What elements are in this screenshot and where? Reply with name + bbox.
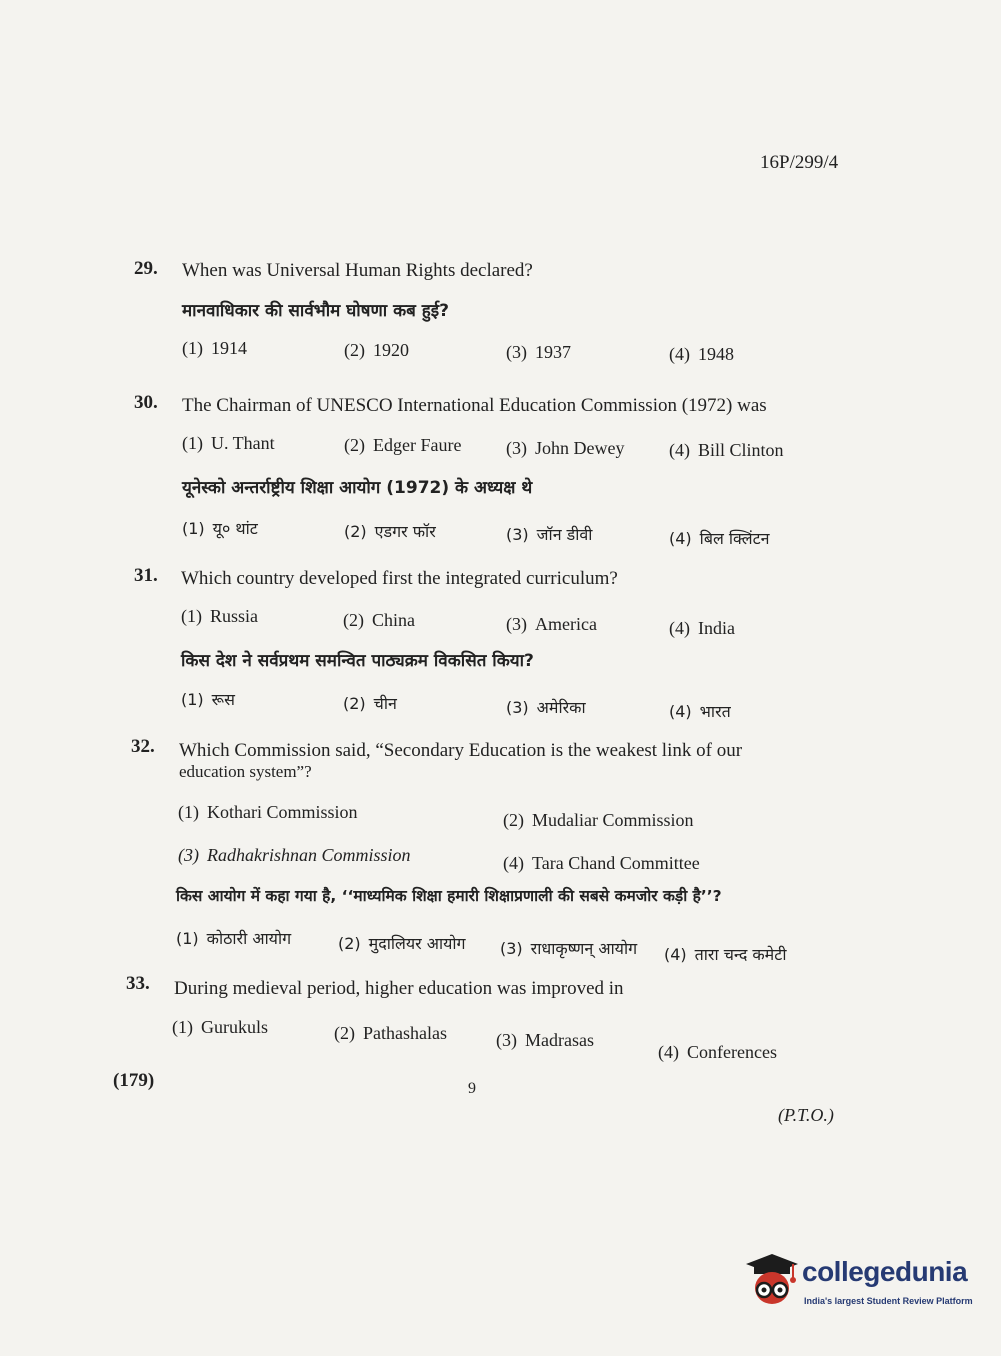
option-2 xyxy=(344,340,409,361)
option-text: Tara Chand Committee xyxy=(532,853,700,873)
question-text-english: The Chairman of UNESCO International Education Commission (1972) was xyxy=(182,395,767,416)
option-4 xyxy=(658,1042,777,1063)
option-number: (4) xyxy=(664,945,687,964)
option-text: America xyxy=(535,614,597,634)
question-text-hindi: किस आयोग में कहा गया है, ‘‘माध्यमिक शिक्षा हमारी शिक्षाप्रणाली की सबसे कमजोर कड़ी है’’? xyxy=(176,887,722,905)
question-text-english-line1: Which Commission said, “Secondary Education is the weakest link of our xyxy=(179,740,743,761)
hindi-option-2 xyxy=(338,932,466,954)
option-3 xyxy=(506,438,624,459)
hindi-option-3 xyxy=(500,937,637,959)
option-text: चीन xyxy=(373,694,397,713)
option-number: (3) xyxy=(506,438,527,458)
hindi-option-1 xyxy=(176,927,291,949)
option-1 xyxy=(172,1017,268,1038)
option-number: (2) xyxy=(503,810,524,830)
mascot-graduate-icon xyxy=(742,1250,800,1310)
page-number: 9 xyxy=(468,1080,476,1097)
option-2 xyxy=(343,610,415,631)
option-number: (2) xyxy=(344,340,365,360)
option-number: (3) xyxy=(506,698,529,717)
option-text: China xyxy=(372,610,415,630)
option-number: (1) xyxy=(181,606,202,626)
hindi-option-3 xyxy=(506,523,592,545)
hindi-option-4 xyxy=(669,700,731,722)
question-text-english: Which country developed first the integrated curriculum? xyxy=(181,568,618,589)
option-3 xyxy=(178,845,411,866)
question-number: 32. xyxy=(131,736,155,757)
hindi-option-1 xyxy=(181,688,235,710)
hindi-option-4 xyxy=(669,527,770,549)
question-text-hindi: किस देश ने सर्वप्रथम समन्वित पाठ्यक्रम विकसित किया? xyxy=(181,651,534,671)
option-number: (4) xyxy=(658,1042,679,1062)
pto-note: (P.T.O.) xyxy=(778,1105,834,1125)
option-number: (2) xyxy=(344,522,367,541)
option-text: 1948 xyxy=(698,344,734,364)
question-number: 30. xyxy=(134,392,158,413)
option-text: भारत xyxy=(699,702,731,721)
option-text: 1920 xyxy=(373,340,409,360)
option-number: (1) xyxy=(182,433,203,453)
option-number: (1) xyxy=(176,929,199,948)
question-number: 31. xyxy=(134,565,158,586)
option-text: Bill Clinton xyxy=(698,440,784,460)
option-text: एडगर फॉर xyxy=(374,522,436,541)
option-text: अमेरिका xyxy=(536,698,586,717)
option-text: Kothari Commission xyxy=(207,802,358,822)
option-2 xyxy=(334,1023,447,1044)
option-4 xyxy=(669,618,735,639)
option-text: Mudaliar Commission xyxy=(532,810,694,830)
question-text-english-line2: education system”? xyxy=(179,762,312,781)
option-number: (3) xyxy=(178,845,199,865)
question-text-hindi: मानवाधिकार की सार्वभौम घोषणा कब हुई? xyxy=(182,301,450,321)
option-text: U. Thant xyxy=(211,433,275,453)
question-text-english: When was Universal Human Rights declared? xyxy=(182,260,533,281)
hindi-option-3 xyxy=(506,696,586,718)
option-text: Pathashalas xyxy=(363,1023,447,1043)
option-number: (3) xyxy=(506,525,529,544)
option-number: (4) xyxy=(669,618,690,638)
option-1 xyxy=(182,433,275,454)
option-number: (2) xyxy=(343,694,366,713)
option-number: (2) xyxy=(343,610,364,630)
option-number: (4) xyxy=(669,702,692,721)
option-text: रूस xyxy=(211,690,235,709)
brand-logo xyxy=(742,1250,972,1314)
hindi-option-2 xyxy=(343,692,397,714)
option-number: (2) xyxy=(338,934,361,953)
option-1 xyxy=(178,802,358,823)
option-number: (1) xyxy=(181,690,204,709)
option-text: Radhakrishnan Commission xyxy=(207,845,411,865)
option-3 xyxy=(506,614,597,635)
option-2 xyxy=(344,435,461,456)
option-4 xyxy=(669,440,784,461)
option-1 xyxy=(181,606,258,627)
option-number: (4) xyxy=(669,440,690,460)
hindi-option-4 xyxy=(664,943,786,965)
brand-tagline: India's largest Student Review Platform xyxy=(804,1296,973,1306)
option-text: कोठारी आयोग xyxy=(206,929,292,948)
option-text: यू० थांट xyxy=(212,519,258,538)
option-number: (3) xyxy=(500,939,523,958)
option-text: जॉन डीवी xyxy=(536,525,593,544)
option-text: John Dewey xyxy=(535,438,625,458)
question-text-hindi: यूनेस्को अन्तर्राष्ट्रीय शिक्षा आयोग (1972) के अध्यक्ष थे xyxy=(182,478,533,498)
option-number: (1) xyxy=(182,519,205,538)
paper-code: 16P/299/4 xyxy=(760,152,839,173)
option-text: Conferences xyxy=(687,1042,777,1062)
option-number: (3) xyxy=(506,614,527,634)
hindi-option-2 xyxy=(344,520,436,542)
option-text: Edger Faure xyxy=(373,435,462,455)
hindi-option-1 xyxy=(182,517,258,539)
option-text: बिल क्लिंटन xyxy=(699,529,770,548)
option-number: (3) xyxy=(506,342,527,362)
option-text: India xyxy=(698,618,735,638)
option-text: राधाकृष्णन् आयोग xyxy=(530,939,638,958)
option-number: (2) xyxy=(344,435,365,455)
option-number: (1) xyxy=(182,338,203,358)
option-text: 1914 xyxy=(211,338,247,358)
option-number: (1) xyxy=(172,1017,193,1037)
option-number: (4) xyxy=(669,529,692,548)
question-number: 29. xyxy=(134,258,158,279)
option-text: तारा चन्द कमेटी xyxy=(694,945,787,964)
option-2 xyxy=(503,810,694,831)
option-number: (4) xyxy=(503,853,524,873)
option-number: (4) xyxy=(669,344,690,364)
option-4 xyxy=(503,853,700,874)
option-number: (3) xyxy=(496,1030,517,1050)
option-1 xyxy=(182,338,247,359)
option-3 xyxy=(496,1030,594,1051)
option-3 xyxy=(506,342,571,363)
option-number: (2) xyxy=(334,1023,355,1043)
brand-name: collegedunia xyxy=(802,1256,968,1287)
question-number: 33. xyxy=(126,973,150,994)
option-text: Russia xyxy=(210,606,259,626)
set-number: (179) xyxy=(113,1070,155,1091)
option-text: मुदालियर आयोग xyxy=(368,934,466,953)
option-text: Madrasas xyxy=(525,1030,594,1050)
option-text: Gurukuls xyxy=(201,1017,268,1037)
question-text-english: During medieval period, higher education was improved in xyxy=(174,978,624,999)
option-text: 1937 xyxy=(535,342,571,362)
option-number: (1) xyxy=(178,802,199,822)
option-4 xyxy=(669,344,734,365)
